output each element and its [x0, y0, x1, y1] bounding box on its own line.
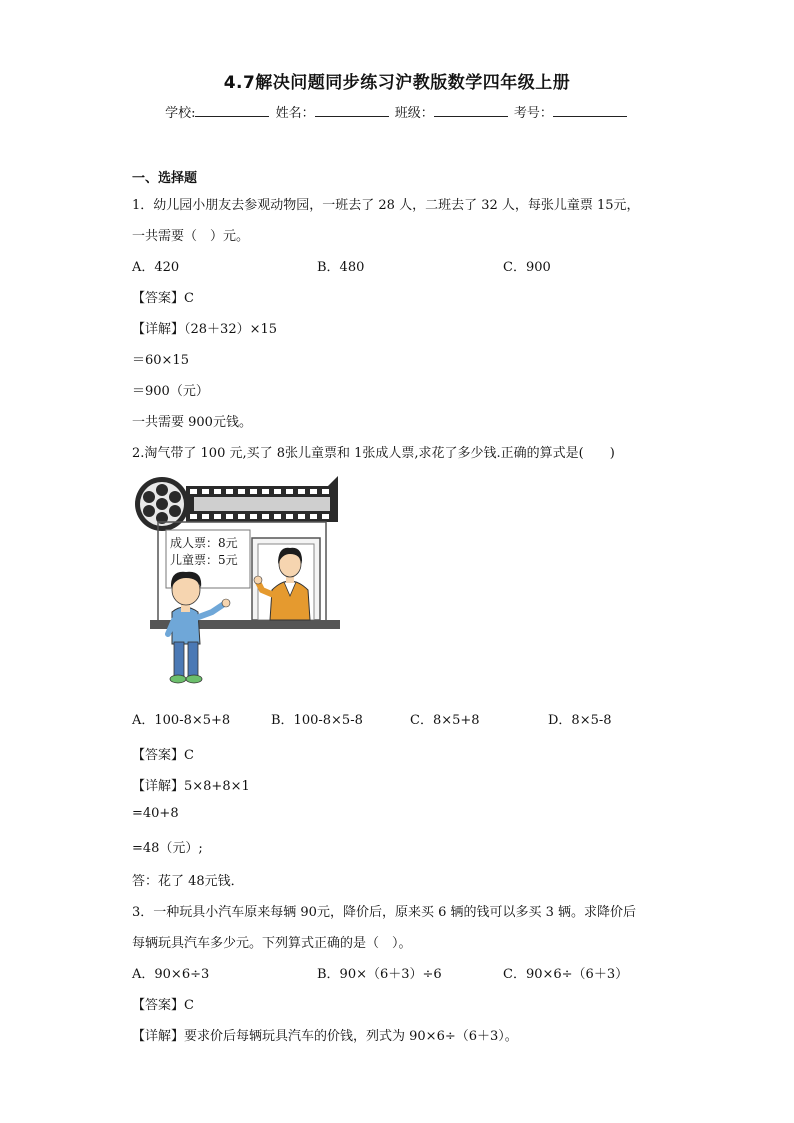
- q2-option-c: C．8×5+8: [410, 713, 480, 728]
- q1-option-a: A．420: [132, 260, 180, 275]
- q2-detail-line1: 【详解】5×8+8×1: [132, 779, 250, 794]
- q3-option-c: C．90×6÷（6＋3）: [503, 967, 629, 982]
- class-label: 班级：: [394, 106, 434, 121]
- q3-detail-line1: 【详解】要求价后每辆玩具汽车的价钱，列式为 90×6÷（6＋3）。: [132, 1029, 518, 1044]
- adult-ticket-price: 成人票：8元: [170, 536, 238, 550]
- q3-answer: 【答案】C: [132, 998, 194, 1013]
- q3-option-b: B．90×（6＋3）÷6: [317, 967, 442, 982]
- q2-option-b: B．100-8×5-8: [271, 713, 363, 728]
- name-blank[interactable]: [315, 104, 389, 117]
- school-label: 学校:: [165, 106, 196, 121]
- q2-option-a: A．100-8×5+8: [132, 713, 231, 728]
- q3-text-line2: 每辆玩具汽车多少元。下列算式正确的是（ ）。: [132, 936, 412, 951]
- q2-text-line1: 2.淘气带了 100 元,买了 8张儿童票和 1张成人票,求花了多少钱.正确的算式是( ): [132, 446, 615, 461]
- q1-detail-line4: 一共需要 900元钱。: [132, 415, 252, 430]
- q1-text-line2: 一共需要（ ）元。: [132, 229, 250, 244]
- section-heading: 一、选择题: [132, 171, 198, 186]
- class-blank[interactable]: [434, 104, 508, 117]
- ticket-booth-illustration: [132, 472, 342, 687]
- ticket-booth-svg: [132, 472, 342, 687]
- q1-option-c: C．900: [503, 260, 551, 275]
- student-info-line: [0, 102, 794, 121]
- page-title: 4.7解决问题同步练习沪教版数学四年级上册: [223, 73, 571, 93]
- q3-text-line1: 3．一种玩具小汽车原来每辆 90元，降价后，原来买 6 辆的钱可以多买 3 辆。求降价后: [132, 905, 637, 920]
- q1-option-b: B．480: [317, 260, 365, 275]
- q1-detail-line2: ＝60×15: [132, 353, 189, 368]
- q1-detail-line1: 【详解】（28＋32）×15: [132, 322, 278, 337]
- exam-number-blank[interactable]: [553, 104, 627, 117]
- q2-detail-line4: 答：花了 48元钱．: [132, 874, 244, 889]
- q1-text-line1: 1．幼儿园小朋友去参观动物园，一班去了 28 人，二班去了 32 人，每张儿童票 15元，: [132, 198, 640, 213]
- q1-detail-line3: ＝900（元）: [132, 384, 209, 399]
- q2-detail-line2: =40+8: [132, 806, 179, 821]
- q3-option-a: A．90×6÷3: [132, 967, 210, 982]
- name-label: 姓名：: [275, 106, 315, 121]
- child-ticket-price: 儿童票：5元: [170, 553, 238, 567]
- q2-detail-line3: =48（元）;: [132, 841, 203, 856]
- q2-answer: 【答案】C: [132, 748, 194, 763]
- exam-number-label: 考号：: [513, 106, 553, 121]
- school-blank[interactable]: [195, 104, 269, 117]
- q1-answer: 【答案】C: [132, 291, 194, 306]
- q2-option-d: D．8×5-8: [548, 713, 612, 728]
